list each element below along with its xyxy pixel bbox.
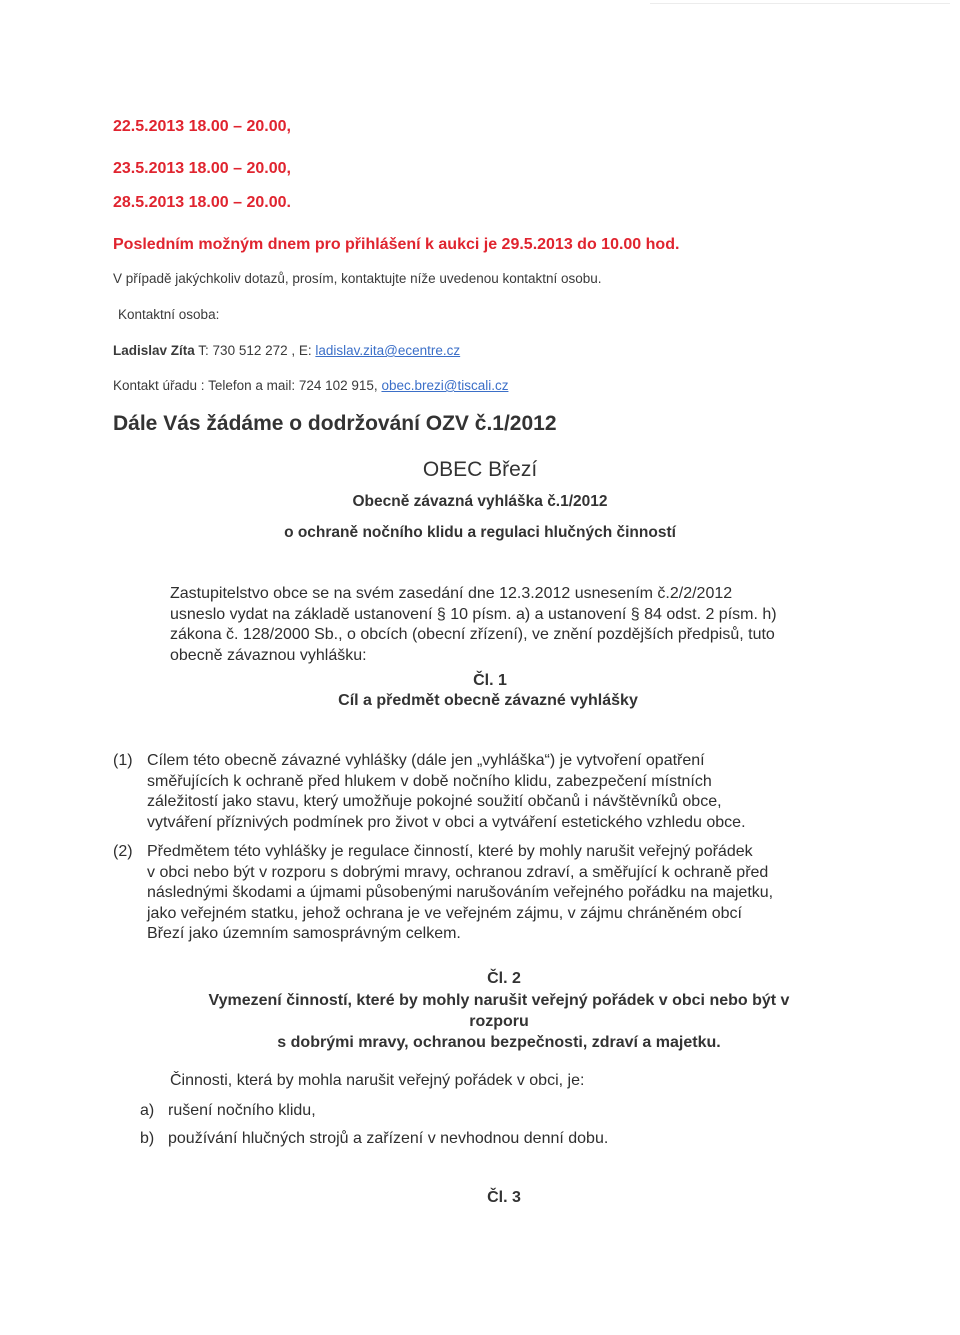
request-heading: Dále Vás žádáme o dodržování OZV č.1/2012 — [113, 412, 557, 435]
article-2-title — [0, 990, 960, 1053]
paragraph-line: následnými škodami a újmami působenými narušováním veřejného pořádku na majetku, — [147, 884, 774, 901]
preamble-line: Zastupitelstvo obce se na svém zasedání dne 12.3.2012 usnesením č.2/2/2012 — [170, 585, 733, 602]
contact-person — [113, 343, 460, 358]
contact-intro: V případě jakýchkoliv dotazů, prosím, kontaktujte níže uvedenou kontaktní osobu. — [113, 271, 602, 286]
paragraph-1 — [147, 751, 840, 833]
decree-subtitle: o ochraně nočního klidu a regulaci hlučných činností — [284, 524, 676, 541]
paragraph-line: Předmětem této vyhlášky je regulace činností, které by mohly narušit veřejný pořádek — [147, 843, 753, 860]
paragraph-2-number: (2) — [113, 843, 133, 860]
activity-b-marker: b) — [140, 1130, 155, 1147]
contact-person-details: T: 730 512 272 , E: — [198, 343, 316, 358]
paragraph-2 — [147, 842, 840, 945]
office-contact-text: Kontakt úřadu : Telefon a mail: 724 102 915, — [113, 378, 382, 393]
office-contact — [113, 378, 508, 393]
date-line-3: 28.5.2013 18.00 – 20.00. — [113, 194, 291, 211]
preamble-line: obecně závaznou vyhlášku: — [170, 646, 367, 664]
preamble-line: zákona č. 128/2000 Sb., o obcích (obecní zřízení), ve znění pozdějších předpisů, tuto — [170, 626, 775, 643]
deadline-text: Posledním možným dnem pro přihlášení k aukci je 29.5.2013 do 10.00 hod. — [113, 236, 680, 253]
paragraph-line: Březí jako územním samosprávným celkem. — [147, 925, 461, 942]
article-2-title-line: s dobrými mravy, ochranou bezpečnosti, zdraví a majetku. — [277, 1034, 721, 1051]
decree-title: Obecně závazná vyhláška č.1/2012 — [352, 493, 608, 510]
date-line-1: 22.5.2013 18.00 – 20.00, — [113, 118, 291, 135]
article-1-number: Čl. 1 — [473, 672, 507, 689]
activity-a-text: rušení nočního klidu, — [168, 1102, 316, 1119]
article-2-title-line: Vymezení činností, které by mohly narušit veřejný pořádek v obci nebo být v — [208, 992, 790, 1009]
municipality-title: OBEC Březí — [422, 458, 538, 481]
article-2-title-line: rozporu — [469, 1013, 529, 1030]
paragraph-line: Cílem této obecně závazné vyhlášky (dále jen „vyhláška“) je vytvoření opatření — [147, 752, 705, 769]
paragraph-1-number: (1) — [113, 752, 133, 769]
date-line-2: 23.5.2013 18.00 – 20.00, — [113, 160, 291, 177]
article-3-number: Čl. 3 — [487, 1189, 521, 1206]
activities-intro: Činnosti, která by mohla narušit veřejný pořádek v obci, je: — [170, 1072, 585, 1089]
paragraph-line: jako veřejném statku, jehož ochrana je ve veřejném zájmu, v zájmu chráněném obcí — [147, 904, 742, 922]
preamble-line: usneslo vydat na základě ustanovení § 10 písm. a) a ustanovení § 84 odst. 2 písm. h) — [170, 605, 777, 623]
contact-person-name: Ladislav Zíta — [113, 343, 195, 358]
paragraph-line: záležitostí jako stavu, který umožňuje pokojné soužití občanů i návštěvníků obce, — [147, 793, 722, 810]
activity-a-marker: a) — [140, 1102, 155, 1119]
contact-label: Kontaktní osoba: — [118, 307, 220, 322]
scan-edge-line — [650, 3, 950, 4]
activity-b-text: používání hlučných strojů a zařízení v nevhodnou denní dobu. — [168, 1130, 609, 1147]
office-email-link[interactable]: obec.brezi@tiscali.cz — [381, 378, 509, 393]
article-2-number: Čl. 2 — [487, 970, 521, 987]
paragraph-line: vytváření příznivých podmínek pro život v obci a vytváření estetického vzhledu obce. — [147, 813, 746, 831]
preamble — [170, 584, 842, 666]
paragraph-line: v obci nebo být v rozporu s dobrými mravy, ochranou zdraví, a směřující k ochraně před — [147, 863, 769, 881]
contact-person-email-link[interactable]: ladislav.zita@ecentre.cz — [315, 343, 461, 358]
paragraph-line: směřujících k ochraně před hlukem v době nočního klidu, zabezpečení místních — [147, 772, 712, 790]
article-1-title: Cíl a předmět obecně závazné vyhlášky — [338, 692, 638, 709]
